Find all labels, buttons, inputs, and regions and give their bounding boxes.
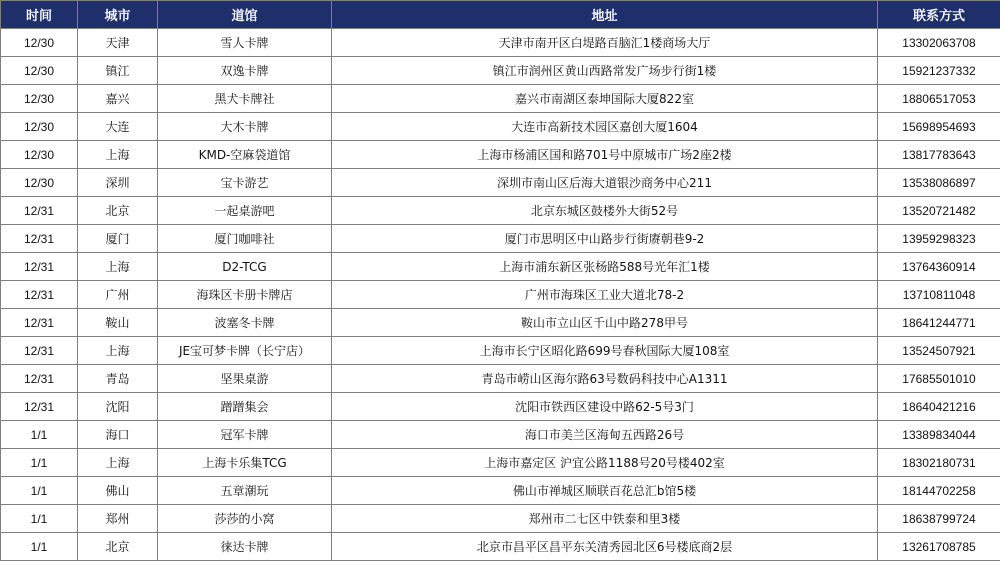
cell-city: 深圳 xyxy=(78,169,158,197)
cell-address: 郑州市二七区中铁泰和里3楼 xyxy=(332,505,878,533)
cell-address: 厦门市思明区中山路步行街赓朝巷9-2 xyxy=(332,225,878,253)
table-row xyxy=(1,533,1000,561)
header-row xyxy=(1,1,1000,29)
cell-venue: 波塞冬卡牌 xyxy=(158,309,332,337)
cell-contact: 18640421216 xyxy=(878,393,1000,421)
cell-contact: 13817783643 xyxy=(878,141,1000,169)
cell-venue: 雪人卡牌 xyxy=(158,29,332,57)
cell-venue: 冠军卡牌 xyxy=(158,421,332,449)
cell-contact: 13261708785 xyxy=(878,533,1000,561)
cell-time: 1/1 xyxy=(1,421,78,449)
cell-contact: 13524507921 xyxy=(878,337,1000,365)
cell-contact: 17685501010 xyxy=(878,365,1000,393)
cell-city: 北京 xyxy=(78,197,158,225)
cell-venue: 大木卡牌 xyxy=(158,113,332,141)
header-city: 城市 xyxy=(78,1,158,29)
cell-city: 天津 xyxy=(78,29,158,57)
cell-venue: 蹭蹭集会 xyxy=(158,393,332,421)
cell-city: 青岛 xyxy=(78,365,158,393)
cell-city: 嘉兴 xyxy=(78,85,158,113)
table-row xyxy=(1,309,1000,337)
cell-venue: 坚果桌游 xyxy=(158,365,332,393)
cell-city: 海口 xyxy=(78,421,158,449)
cell-contact: 18641244771 xyxy=(878,309,1000,337)
table-row xyxy=(1,85,1000,113)
cell-contact: 18806517053 xyxy=(878,85,1000,113)
table-row xyxy=(1,169,1000,197)
cell-venue: 海珠区卡册卡牌店 xyxy=(158,281,332,309)
cell-contact: 15698954693 xyxy=(878,113,1000,141)
cell-address: 青岛市崂山区海尔路63号数码科技中心A1311 xyxy=(332,365,878,393)
table-row xyxy=(1,281,1000,309)
cell-time: 12/30 xyxy=(1,169,78,197)
cell-time: 1/1 xyxy=(1,533,78,561)
cell-contact: 13538086897 xyxy=(878,169,1000,197)
cell-address: 海口市美兰区海甸五西路26号 xyxy=(332,421,878,449)
cell-contact: 13764360914 xyxy=(878,253,1000,281)
cell-contact: 13389834044 xyxy=(878,421,1000,449)
cell-city: 大连 xyxy=(78,113,158,141)
cell-address: 佛山市禅城区顺联百花总汇b馆5楼 xyxy=(332,477,878,505)
cell-city: 沈阳 xyxy=(78,393,158,421)
cell-time: 12/31 xyxy=(1,365,78,393)
table-row xyxy=(1,57,1000,85)
cell-time: 12/31 xyxy=(1,253,78,281)
table-header xyxy=(1,1,1000,29)
cell-contact: 13302063708 xyxy=(878,29,1000,57)
cell-city: 郑州 xyxy=(78,505,158,533)
table-row xyxy=(1,29,1000,57)
cell-contact: 18144702258 xyxy=(878,477,1000,505)
cell-time: 12/31 xyxy=(1,393,78,421)
cell-time: 12/30 xyxy=(1,57,78,85)
table-row xyxy=(1,253,1000,281)
table-row xyxy=(1,337,1000,365)
cell-time: 12/31 xyxy=(1,309,78,337)
header-time: 时间 xyxy=(1,1,78,29)
cell-time: 12/31 xyxy=(1,337,78,365)
header-address: 地址 xyxy=(332,1,878,29)
cell-venue: KMD-空麻袋道馆 xyxy=(158,141,332,169)
cell-city: 上海 xyxy=(78,449,158,477)
cell-address: 上海市长宁区昭化路699号春秋国际大厦108室 xyxy=(332,337,878,365)
table-row xyxy=(1,421,1000,449)
cell-address: 深圳市南山区后海大道银沙商务中心211 xyxy=(332,169,878,197)
cell-time: 12/30 xyxy=(1,29,78,57)
cell-time: 12/30 xyxy=(1,85,78,113)
cell-city: 鞍山 xyxy=(78,309,158,337)
table-row xyxy=(1,505,1000,533)
table-row xyxy=(1,449,1000,477)
cell-venue: 厦门咖啡社 xyxy=(158,225,332,253)
cell-address: 上海市浦东新区张杨路588号光年汇1楼 xyxy=(332,253,878,281)
cell-address: 沈阳市铁西区建设中路62-5号3门 xyxy=(332,393,878,421)
table-row xyxy=(1,113,1000,141)
table-row xyxy=(1,141,1000,169)
cell-address: 上海市嘉定区 沪宜公路1188号20号楼402室 xyxy=(332,449,878,477)
cell-contact: 15921237332 xyxy=(878,57,1000,85)
cell-venue: 双逸卡牌 xyxy=(158,57,332,85)
cell-contact: 18638799724 xyxy=(878,505,1000,533)
cell-time: 1/1 xyxy=(1,505,78,533)
cell-venue: 宝卡游艺 xyxy=(158,169,332,197)
table-row xyxy=(1,225,1000,253)
cell-address: 天津市南开区白堤路百脑汇1楼商场大厅 xyxy=(332,29,878,57)
cell-address: 上海市杨浦区国和路701号中原城市广场2座2楼 xyxy=(332,141,878,169)
cell-address: 大连市高新技术园区嘉创大厦1604 xyxy=(332,113,878,141)
cell-time: 12/31 xyxy=(1,225,78,253)
cell-city: 广州 xyxy=(78,281,158,309)
cell-time: 12/30 xyxy=(1,141,78,169)
cell-city: 北京 xyxy=(78,533,158,561)
cell-time: 12/31 xyxy=(1,281,78,309)
cell-city: 镇江 xyxy=(78,57,158,85)
table-row xyxy=(1,197,1000,225)
cell-city: 上海 xyxy=(78,253,158,281)
cell-city: 佛山 xyxy=(78,477,158,505)
table-row xyxy=(1,477,1000,505)
cell-city: 上海 xyxy=(78,337,158,365)
cell-time: 1/1 xyxy=(1,477,78,505)
cell-contact: 13520721482 xyxy=(878,197,1000,225)
cell-address: 镇江市润州区黄山西路常发广场步行街1楼 xyxy=(332,57,878,85)
cell-venue: D2-TCG xyxy=(158,253,332,281)
cell-address: 北京市昌平区昌平东关清秀园北区6号楼底商2层 xyxy=(332,533,878,561)
header-contact: 联系方式 xyxy=(878,1,1000,29)
cell-venue: 黑犬卡牌社 xyxy=(158,85,332,113)
cell-venue: JE宝可梦卡牌（长宁店） xyxy=(158,337,332,365)
cell-venue: 一起桌游吧 xyxy=(158,197,332,225)
table-row xyxy=(1,365,1000,393)
cell-venue: 莎莎的小窝 xyxy=(158,505,332,533)
cell-city: 上海 xyxy=(78,141,158,169)
cell-address: 嘉兴市南湖区泰坤国际大厦822室 xyxy=(332,85,878,113)
cell-time: 1/1 xyxy=(1,449,78,477)
table-body xyxy=(1,29,1000,561)
cell-venue: 五章潮玩 xyxy=(158,477,332,505)
cell-address: 北京东城区鼓楼外大街52号 xyxy=(332,197,878,225)
header-venue: 道馆 xyxy=(158,1,332,29)
cell-contact: 13710811048 xyxy=(878,281,1000,309)
cell-time: 12/31 xyxy=(1,197,78,225)
cell-venue: 徕达卡牌 xyxy=(158,533,332,561)
cell-contact: 18302180731 xyxy=(878,449,1000,477)
table-row xyxy=(1,393,1000,421)
cell-city: 厦门 xyxy=(78,225,158,253)
cell-time: 12/30 xyxy=(1,113,78,141)
cell-venue: 上海卡乐集TCG xyxy=(158,449,332,477)
cell-address: 广州市海珠区工业大道北78-2 xyxy=(332,281,878,309)
cell-address: 鞍山市立山区千山中路278甲号 xyxy=(332,309,878,337)
cell-contact: 13959298323 xyxy=(878,225,1000,253)
